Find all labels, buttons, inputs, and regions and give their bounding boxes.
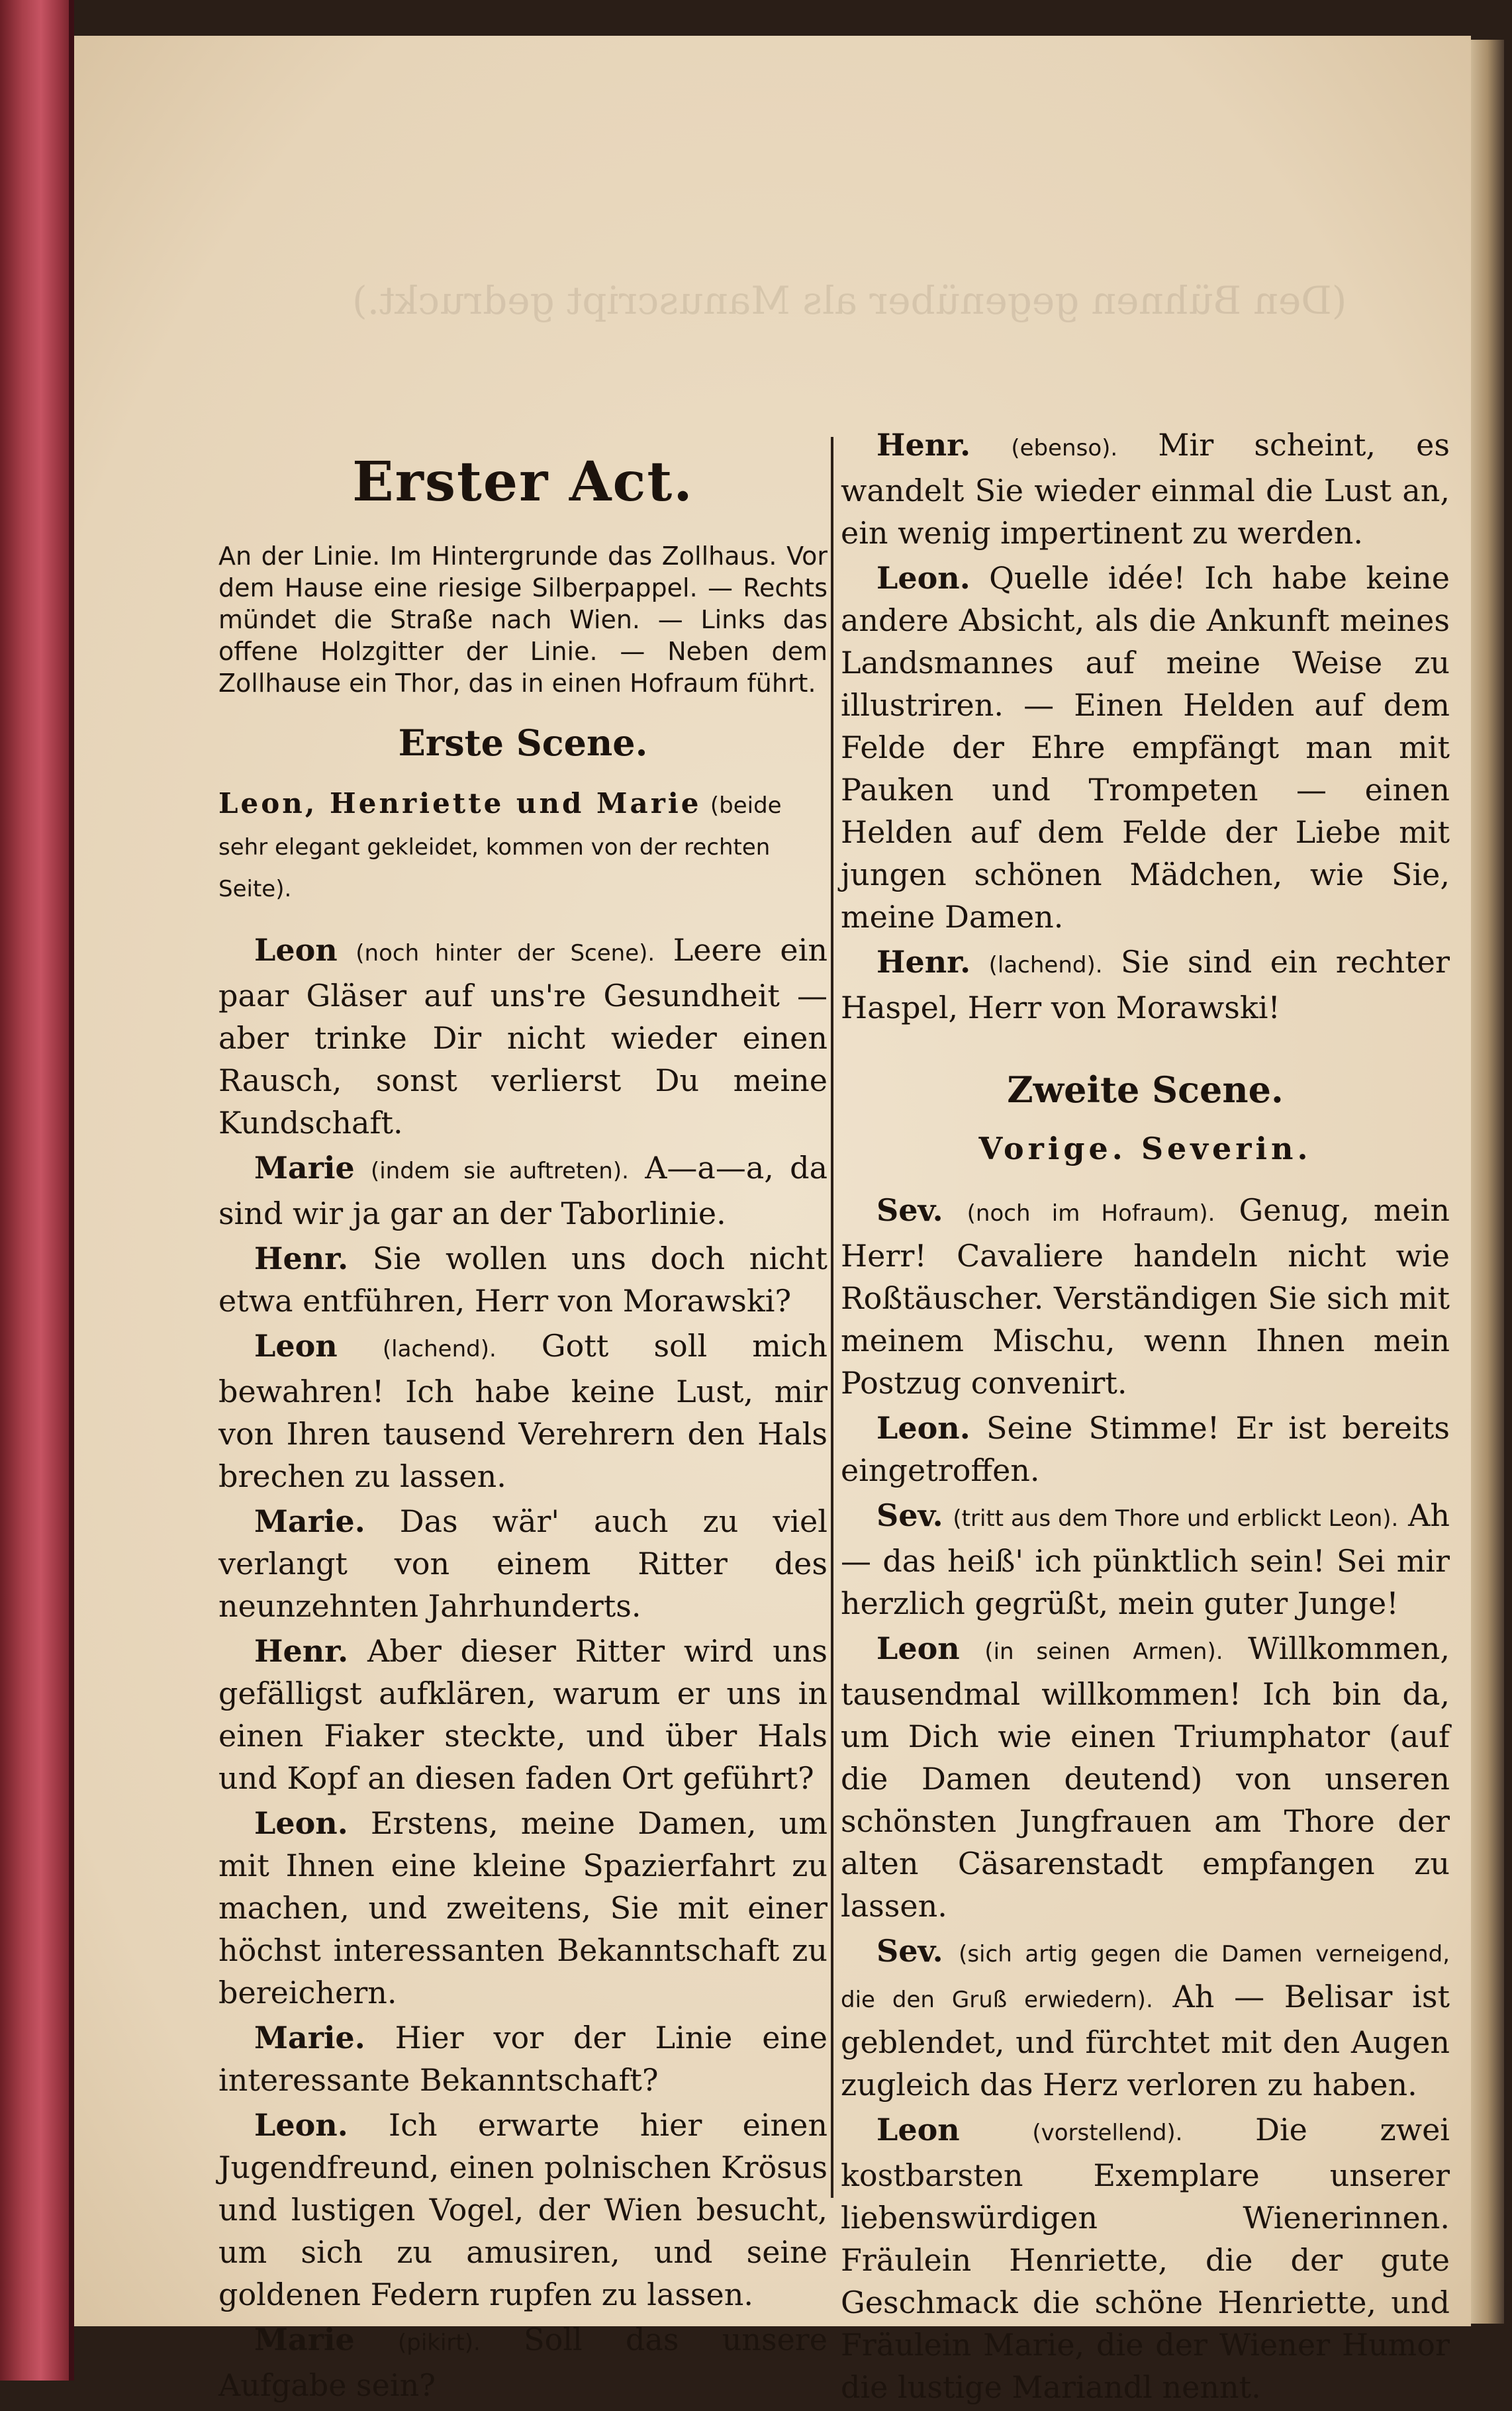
dialogue-line xyxy=(841,941,1450,1029)
spoken-text: Hier vor der Linie eine interessante Bekanntschaft? xyxy=(218,2020,828,2098)
spoken-text: Willkommen, tausendmal willkommen! Ich bin da, um Dich wie einen Triumphator (auf die Damen deutend) von unseren schönsten Jungfrauen am Thore der alten Cäsarenstadt empfangen zu lassen. xyxy=(841,1631,1450,1924)
spoken-text: Quelle idée! Ich habe keine andere Absicht, als die Ankunft meines Landsmannes auf meine Weise zu illustriren. — Einen Helden auf dem Felde der Ehre empfängt man mit Pauken und Trompeten — einen Helden auf dem Felde der Liebe mit jungen schönen Mädchen, wie Sie, meine Damen. xyxy=(841,560,1450,935)
dialogue-line xyxy=(218,1802,827,2014)
scene-title-1: Erste Scene. xyxy=(398,722,648,764)
stage-note: (lachend). xyxy=(382,1336,496,1362)
dialogue-line xyxy=(218,1630,827,1799)
spoken-text: Aber dieser Ritter wird uns gefälligst aufklären, warum er uns in einen Fiaker steckte, und über Hals und Kopf an diesen faden Ort geführt? xyxy=(218,1633,827,1796)
stage-note: (sich artig gegen die Damen verneigend, die den Gruß erwiedern). xyxy=(841,1941,1450,2013)
cast-names: Leon, Henriette und Marie xyxy=(218,787,702,820)
left-column xyxy=(218,424,827,2409)
spoken-text: Erstens, meine Damen, um mit Ihnen eine kleine Spazierfahrt zu machen, und zweitens, Sie mit einer höchst interessanten Bekanntschaft zu bereichern. xyxy=(218,1805,828,2010)
spoken-text: Das wär' auch zu viel verlangt von einem Ritter des neunzehnten Jahrhunderts. xyxy=(218,1503,827,1624)
left-dialogue xyxy=(218,929,827,2406)
spoken-text: Leere ein paar Gläser auf uns're Gesundheit — aber trinke Dir nicht wieder einen Rausch, sonst verlierst Du meine Kundschaft. xyxy=(218,932,827,1141)
stage-note: (lachend). xyxy=(988,952,1103,978)
dialogue-line xyxy=(218,1237,827,1322)
right-dialogue-a xyxy=(841,424,1450,1029)
stage-note: (noch im Hofraum). xyxy=(967,1200,1215,1227)
speaker-name: Sev. xyxy=(876,1192,943,1228)
dialogue-line xyxy=(841,2108,1450,2408)
speaker-name: Leon. xyxy=(876,560,970,596)
spoken-text: Ah — das heiß' ich pünktlich sein! Sei mir herzlich gegrüßt, mein guter Junge! xyxy=(841,1497,1450,1621)
speaker-name: Henr. xyxy=(876,944,971,980)
dialogue-line xyxy=(841,1627,1450,1927)
dialogue-line xyxy=(218,2104,827,2316)
stage-note: (noch hinter der Scene). xyxy=(355,940,655,967)
spoken-text: Genug, mein Herr! Cavaliere handeln nicht wie Roßtäuscher. Verständigen Sie sich mit meinem Mischu, wenn Ihnen mein Postzug convenirt. xyxy=(841,1192,1450,1401)
dialogue-line xyxy=(218,1147,827,1235)
speaker-name: Leon xyxy=(876,2112,960,2148)
speaker-name: Leon xyxy=(254,1328,338,1364)
dialogue-line xyxy=(841,1494,1450,1625)
dialogue-line xyxy=(218,1500,827,1627)
stage-note: (tritt aus dem Thore und erblickt Leon). xyxy=(953,1505,1399,1532)
scene-cast-1 xyxy=(218,784,827,909)
speaker-name: Marie. xyxy=(254,1503,365,1539)
stage-note: (in seinen Armen). xyxy=(984,1638,1223,1665)
dialogue-line xyxy=(841,1407,1450,1491)
column-divider xyxy=(831,437,833,2198)
page-right-edge xyxy=(1471,40,1504,2324)
speaker-name: Henr. xyxy=(254,1241,349,1276)
speaker-name: Leon. xyxy=(254,1805,348,1841)
speaker-name: Sev. xyxy=(876,1497,943,1533)
dialogue-line xyxy=(841,424,1450,554)
spoken-text: Seine Stimme! Er ist bereits eingetroffen. xyxy=(841,1410,1450,1488)
spoken-text: Sie sind ein rechter Haspel, Herr von Morawski! xyxy=(841,944,1450,1025)
act-title: Erster Act. xyxy=(352,450,694,514)
spoken-text: Soll das unsere Aufgabe sein? xyxy=(218,2322,828,2403)
right-dialogue-b xyxy=(841,1189,1450,2408)
dialogue-line xyxy=(218,1325,827,1497)
book-cover-edge xyxy=(0,0,74,2381)
speaker-name: Henr. xyxy=(254,1633,349,1669)
speaker-name: Leon. xyxy=(254,2107,348,2143)
dialogue-line xyxy=(218,929,827,1144)
dialogue-line xyxy=(841,557,1450,938)
scene-cast-2: Vorige. Severin. xyxy=(978,1131,1312,1166)
stage-direction: An der Linie. Im Hintergrunde das Zollhaus. Vor dem Hause eine riesige Silberpappel. — Rechts mündet die Straße nach Wien. — Links das offene Holzgitter der Linie. — Neben dem Zollhause ein Thor, das in einen Hofraum führt. xyxy=(218,542,827,698)
speaker-name: Leon. xyxy=(876,1410,970,1446)
stage-note: (indem sie auftreten). xyxy=(370,1158,629,1184)
speaker-name: Leon xyxy=(254,932,338,968)
dialogue-line xyxy=(841,1189,1450,1404)
spoken-text: Ah — Belisar ist geblendet, und fürchtet mit den Augen zugleich das Herz verloren zu haben. xyxy=(841,1979,1450,2103)
spoken-text: Die zwei kostbarsten Exemplare unserer liebenswürdigen Wienerinnen. Fräulein Henriette, die der gute Geschmack die schöne Henriette, und Fräulein Marie, die der Wiener Humor die lustige Mariandl nennt. xyxy=(841,2112,1450,2405)
speaker-name: Marie. xyxy=(254,2020,365,2056)
spoken-text: Gott soll mich bewahren! Ich habe keine Lust, mir von Ihren tausend Verehrern den Hals brechen zu lassen. xyxy=(218,1328,828,1494)
speaker-name: Leon xyxy=(876,1631,960,1666)
stage-note: (pikirt). xyxy=(397,2330,481,2356)
speaker-name: Henr. xyxy=(876,427,971,463)
cast-direction: (beide sehr elegant gekleidet, kommen von der rechten Seite). xyxy=(218,792,782,902)
dialogue-line xyxy=(218,2318,827,2406)
stage-note: (ebenso). xyxy=(1011,435,1118,461)
spoken-text: Sie wollen uns doch nicht etwa entführen, Herr von Morawski? xyxy=(218,1241,827,1319)
spoken-text: A—a—a, da sind wir ja gar an der Taborlinie. xyxy=(218,1150,828,1231)
dialogue-line xyxy=(841,1930,1450,2106)
spoken-text: Mir scheint, es wandelt Sie wieder einmal die Lust an, ein wenig impertinent zu werden. xyxy=(841,427,1450,551)
speaker-name: Sev. xyxy=(876,1933,943,1969)
speaker-name: Marie xyxy=(254,2322,355,2357)
right-column xyxy=(841,424,1450,2411)
stage-note: (vorstellend). xyxy=(1032,2120,1183,2146)
speaker-name: Marie xyxy=(254,1150,355,1186)
scene-title-2: Zweite Scene. xyxy=(1007,1068,1284,1111)
spoken-text: Ich erwarte hier einen Jugendfreund, einen polnischen Krösus und lustigen Vogel, der Wien besucht, um sich zu amusiren, und seine goldenen Federn rupfen zu lassen. xyxy=(218,2107,828,2312)
dialogue-line xyxy=(218,2016,827,2101)
